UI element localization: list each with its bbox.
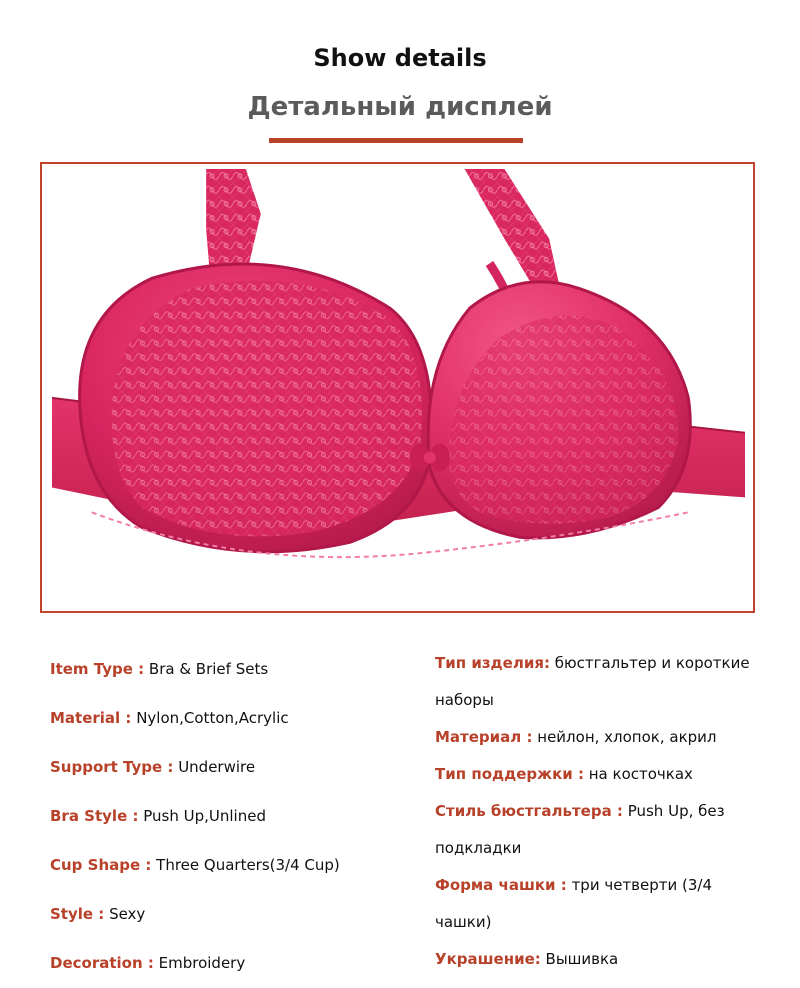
spec-bra-style [50, 792, 420, 841]
spec-value: Three Quarters(3/4 Cup) [151, 856, 340, 874]
spec-label: Материал : [435, 728, 533, 746]
spec-label: Cup Shape : [50, 856, 152, 874]
specs-english [50, 645, 420, 988]
spec-support-type [50, 743, 420, 792]
spec-label: Support Type : [50, 758, 174, 776]
spec-ru-item-type [435, 645, 765, 719]
spec-label: Стиль бюстгальтера : [435, 802, 623, 820]
spec-style [50, 890, 420, 939]
spec-label: Украшение: [435, 950, 541, 968]
spec-label: Тип изделия: [435, 654, 550, 672]
specs-russian [435, 645, 765, 978]
title-underline [269, 138, 523, 143]
spec-ru-material [435, 719, 765, 756]
spec-ru-cup-shape [435, 867, 765, 941]
spec-ru-bra-style [435, 793, 765, 867]
spec-value: Sexy [104, 905, 146, 923]
spec-value: Underwire [173, 758, 256, 776]
spec-value: Push Up, без подкладки [435, 802, 725, 857]
bra-illustration [52, 169, 745, 582]
spec-material [50, 694, 420, 743]
spec-ru-support-type [435, 756, 765, 793]
spec-value: Bra & Brief Sets [144, 660, 269, 678]
spec-value: Push Up,Unlined [138, 807, 266, 825]
product-photo-frame [40, 162, 755, 613]
page-subtitle-ru: Детальный дисплей [247, 92, 553, 122]
spec-cup-shape [50, 841, 420, 890]
spec-label: Тип поддержки : [435, 765, 584, 783]
spec-label: Bra Style : [50, 807, 139, 825]
spec-label: Форма чашки : [435, 876, 567, 894]
spec-label: Style : [50, 905, 105, 923]
product-photo [52, 169, 745, 582]
spec-value: на косточках [583, 765, 693, 783]
spec-label: Decoration : [50, 954, 154, 972]
spec-value: бюстгальтер и короткие наборы [435, 654, 750, 709]
spec-value: нейлон, хлопок, акрил [532, 728, 717, 746]
spec-decoration [50, 939, 420, 988]
spec-label: Item Type : [50, 660, 145, 678]
page-title: Show details [313, 44, 487, 72]
spec-ru-decoration [435, 941, 765, 978]
spec-item-type [50, 645, 420, 694]
spec-value: три четверти (3/4 чашки) [435, 876, 713, 931]
spec-label: Material : [50, 709, 132, 727]
spec-value: Nylon,Cotton,Acrylic [131, 709, 289, 727]
spec-value: Embroidery [153, 954, 246, 972]
spec-value: Вышивка [540, 950, 619, 968]
